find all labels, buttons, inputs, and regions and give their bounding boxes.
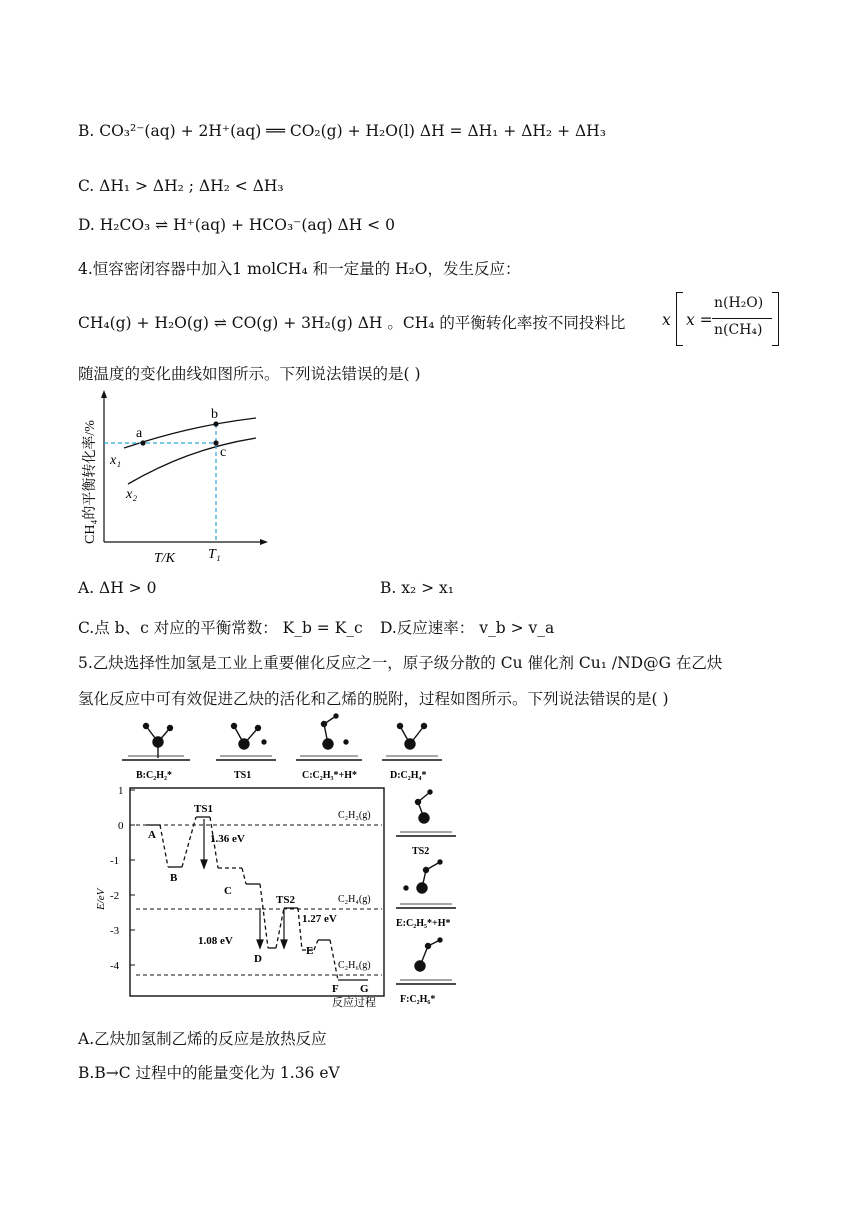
ylabel: CH₄的平衡转化率/% [83,420,98,544]
q4-option-c: C.点 b、c 对应的平衡常数： K_b = K_c [78,619,363,637]
svg-text:-4: -4 [110,960,120,972]
y-axis-label: E/eV [95,888,107,910]
q4-ratio-eq: x = [686,311,713,329]
xlabel: T/K [154,551,176,566]
structure-ts2 [396,790,456,836]
q4-stem: 随温度的变化曲线如图所示。下列说法错误的是( ) [78,365,421,383]
q4-ratio-num: n(H₂O) [714,295,764,311]
svg-text:C: C [224,885,232,897]
option-d-equation: D. H₂CO₃ ⇌ H⁺(aq) + HCO₃⁻(aq) ΔH < 0 [78,216,395,234]
svg-text:-1: -1 [110,855,120,867]
q5-energy-profile [95,712,476,1010]
structure-b [122,724,190,761]
curve-x2 [128,438,256,484]
structure-f [396,938,456,984]
svg-text:C₂H₄(g): C₂H₄(g) [338,894,371,905]
svg-text:F: F [332,983,339,995]
svg-text:1.36 eV: 1.36 eV [210,833,245,845]
option-c-inequality: C. ΔH₁ > ΔH₂ ; ΔH₂ < ΔH₃ [78,177,284,195]
q4-ratio-bracket [662,292,782,344]
label-x2: x₂ [126,487,138,502]
structure-d [382,724,442,761]
svg-text:-2: -2 [110,890,120,902]
label-a: a [136,426,143,441]
point-b [213,421,218,426]
option-b-equation: B. CO₃²⁻(aq) + 2H⁺(aq) ══ CO₂(g) + H₂O(l) ΔH = ΔH₁ + ΔH₂ + ΔH₃ [78,122,606,140]
struct-label-ts1: TS1 [234,770,252,781]
q4-option-a: A. ΔH > 0 [78,579,157,597]
struct-label-d: D:C₂H₄* [390,770,427,781]
q5-line2: 氢化反应中可有效促进乙炔的活化和乙烯的脱附，过程如图所示。下列说法错误的是( ) [78,690,669,708]
svg-text:1.08 eV: 1.08 eV [198,935,233,947]
svg-text:G: G [360,983,369,995]
svg-text:A: A [148,829,156,841]
q4-option-d: D.反应速率： v_b > v_a [380,619,555,637]
q4-intro: 4.恒容密闭容器中加入1 molCH₄ 和一定量的 H₂O，发生反应： [78,260,521,278]
q4-conversion-chart [76,388,276,572]
point-a [140,440,145,445]
label-c: c [220,445,227,460]
struct-label-b: B:C₂H₂* [136,770,172,781]
q5-option-b: B.B→C 过程中的能量变化为 1.36 eV [78,1064,340,1082]
svg-text:C₂H₂(g): C₂H₂(g) [338,810,371,821]
x-axis-label: 反应过程 [332,997,376,1009]
q4-ratio-den: n(CH₄) [714,322,763,338]
svg-text:1.27 eV: 1.27 eV [302,913,337,925]
svg-text:C₂H₆(g): C₂H₆(g) [338,960,371,971]
svg-text:B: B [170,872,178,884]
svg-text:TS2: TS2 [276,894,295,906]
t1-label: T₁ [208,547,221,562]
svg-text:1: 1 [118,785,124,797]
q4-ratio-x: x [662,311,671,329]
svg-text:TS2: TS2 [412,846,430,857]
q4-reaction: CH₄(g) + H₂O(g) ⇌ CO(g) + 3H₂(g) ΔH 。CH₄ 的平衡转化率按不同投料比 [78,314,626,332]
q5-option-a: A.乙炔加氢制乙烯的反应是放热反应 [78,1030,327,1048]
label-b: b [211,407,218,422]
svg-text:F:C₂H₆*: F:C₂H₆* [400,994,436,1005]
point-c [213,440,218,445]
svg-text:D: D [254,953,262,965]
structure-c [296,714,362,760]
label-x1: x₁ [110,453,122,468]
structure-ts1 [216,724,276,761]
q5-line1: 5.乙炔选择性加氢是工业上重要催化反应之一，原子级分散的 Cu 催化剂 Cu₁ /ND@G 在乙炔 [78,654,723,672]
q4-option-b: B. x₂ > x₁ [380,579,454,597]
svg-text:-3: -3 [110,925,120,937]
svg-text:E:C₂H₅*+H*: E:C₂H₅*+H* [396,918,451,929]
struct-label-c: C:C₂H₃*+H* [302,770,358,781]
structure-e [396,860,456,908]
svg-text:TS1: TS1 [194,803,213,815]
svg-text:E: E [306,945,314,957]
svg-text:0: 0 [118,820,124,832]
